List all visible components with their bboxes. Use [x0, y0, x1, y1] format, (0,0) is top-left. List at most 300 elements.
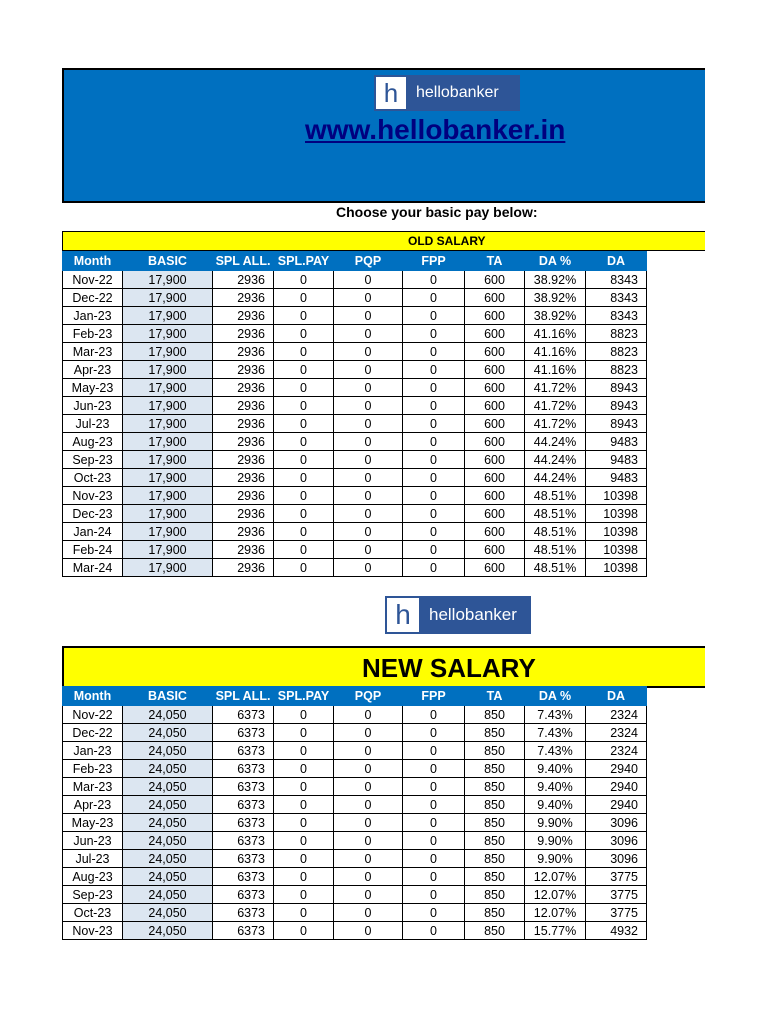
ta-cell: 600: [465, 361, 525, 379]
column-header-spl-all: SPL ALL.: [213, 252, 274, 271]
table-row: [63, 760, 647, 778]
da-cell: 10398: [586, 541, 647, 559]
basic-cell[interactable]: 17,900: [123, 397, 213, 415]
pqp-cell: 0: [334, 451, 403, 469]
spl-all-cell: 2936: [213, 415, 274, 433]
pqp-cell: 0: [334, 397, 403, 415]
month-cell: Feb-24: [63, 541, 123, 559]
da-cell: 2324: [586, 724, 647, 742]
month-cell: Aug-23: [63, 868, 123, 886]
column-header-month: Month: [63, 252, 123, 271]
da-cell: 8823: [586, 361, 647, 379]
spl-all-cell: 2936: [213, 523, 274, 541]
month-cell: Apr-23: [63, 361, 123, 379]
month-cell: May-23: [63, 379, 123, 397]
spl-all-cell: 2936: [213, 397, 274, 415]
old-salary-table: [62, 251, 647, 577]
basic-cell[interactable]: 24,050: [123, 814, 213, 832]
basic-cell[interactable]: 17,900: [123, 343, 213, 361]
pqp-cell: 0: [334, 487, 403, 505]
spl-pay-cell: 0: [274, 724, 334, 742]
spl-all-cell: 6373: [213, 886, 274, 904]
ta-cell: 850: [465, 706, 525, 724]
spl-pay-cell: 0: [274, 832, 334, 850]
pqp-cell: 0: [334, 760, 403, 778]
spl-pay-cell: 0: [274, 325, 334, 343]
month-cell: Nov-22: [63, 271, 123, 289]
da-cell: 8343: [586, 271, 647, 289]
column-header-basic: BASIC: [123, 687, 213, 706]
hellobanker-logo-secondary: [385, 596, 531, 634]
pqp-cell: 0: [334, 868, 403, 886]
spl-pay-cell: 0: [274, 451, 334, 469]
month-cell: May-23: [63, 814, 123, 832]
spl-pay-cell: 0: [274, 307, 334, 325]
column-header-fpp: FPP: [403, 687, 465, 706]
spl-pay-cell: 0: [274, 289, 334, 307]
da-percent-cell: 48.51%: [525, 559, 586, 577]
spl-pay-cell: 0: [274, 778, 334, 796]
basic-cell[interactable]: 17,900: [123, 307, 213, 325]
spl-pay-cell: 0: [274, 271, 334, 289]
table-row: [63, 271, 647, 289]
ta-cell: 600: [465, 469, 525, 487]
basic-cell[interactable]: 17,900: [123, 289, 213, 307]
da-cell: 8823: [586, 325, 647, 343]
basic-cell[interactable]: 17,900: [123, 379, 213, 397]
da-percent-cell: 44.24%: [525, 469, 586, 487]
table-row: [63, 724, 647, 742]
spl-pay-cell: 0: [274, 760, 334, 778]
fpp-cell: 0: [403, 904, 465, 922]
basic-cell[interactable]: 24,050: [123, 742, 213, 760]
da-percent-cell: 44.24%: [525, 451, 586, 469]
new-salary-table: [62, 686, 647, 940]
da-cell: 8943: [586, 415, 647, 433]
basic-cell[interactable]: 24,050: [123, 904, 213, 922]
column-header-spl-all: SPL ALL.: [213, 687, 274, 706]
da-cell: 3775: [586, 904, 647, 922]
spl-pay-cell: 0: [274, 415, 334, 433]
spl-pay-cell: 0: [274, 796, 334, 814]
month-cell: Sep-23: [63, 451, 123, 469]
pqp-cell: 0: [334, 541, 403, 559]
column-header-da: DA: [586, 687, 647, 706]
spl-all-cell: 2936: [213, 451, 274, 469]
fpp-cell: 0: [403, 451, 465, 469]
basic-cell[interactable]: 17,900: [123, 559, 213, 577]
table-row: [63, 778, 647, 796]
pqp-cell: 0: [334, 523, 403, 541]
basic-cell[interactable]: 24,050: [123, 886, 213, 904]
table-row: [63, 541, 647, 559]
da-percent-cell: 7.43%: [525, 742, 586, 760]
basic-cell[interactable]: 24,050: [123, 778, 213, 796]
spl-all-cell: 6373: [213, 778, 274, 796]
spl-all-cell: 2936: [213, 343, 274, 361]
ta-cell: 850: [465, 814, 525, 832]
table-row: [63, 433, 647, 451]
da-cell: 8823: [586, 343, 647, 361]
month-cell: Oct-23: [63, 904, 123, 922]
da-percent-cell: 7.43%: [525, 706, 586, 724]
month-cell: Apr-23: [63, 796, 123, 814]
column-header-ta: TA: [465, 252, 525, 271]
spl-all-cell: 6373: [213, 796, 274, 814]
da-percent-cell: 12.07%: [525, 904, 586, 922]
da-cell: 8343: [586, 307, 647, 325]
spl-pay-cell: 0: [274, 505, 334, 523]
new-salary-body: [63, 706, 647, 940]
spl-all-cell: 6373: [213, 868, 274, 886]
da-cell: 10398: [586, 559, 647, 577]
pqp-cell: 0: [334, 850, 403, 868]
old-salary-title: OLD SALARY: [408, 234, 486, 248]
old-salary-header-row: [63, 252, 647, 271]
fpp-cell: 0: [403, 415, 465, 433]
pqp-cell: 0: [334, 379, 403, 397]
ta-cell: 600: [465, 343, 525, 361]
spl-pay-cell: 0: [274, 742, 334, 760]
month-cell: Sep-23: [63, 886, 123, 904]
fpp-cell: 0: [403, 760, 465, 778]
fpp-cell: 0: [403, 814, 465, 832]
spl-pay-cell: 0: [274, 922, 334, 940]
month-cell: Mar-23: [63, 343, 123, 361]
fpp-cell: 0: [403, 469, 465, 487]
da-cell: 8943: [586, 379, 647, 397]
spl-all-cell: 2936: [213, 469, 274, 487]
fpp-cell: 0: [403, 379, 465, 397]
basic-cell[interactable]: 24,050: [123, 724, 213, 742]
column-header-pqp: PQP: [334, 252, 403, 271]
month-cell: Jan-24: [63, 523, 123, 541]
table-row: [63, 325, 647, 343]
da-cell: 10398: [586, 505, 647, 523]
ta-cell: 600: [465, 289, 525, 307]
basic-cell[interactable]: 24,050: [123, 850, 213, 868]
spl-pay-cell: 0: [274, 904, 334, 922]
fpp-cell: 0: [403, 742, 465, 760]
da-percent-cell: 9.90%: [525, 850, 586, 868]
month-cell: Nov-23: [63, 487, 123, 505]
spl-pay-cell: 0: [274, 541, 334, 559]
da-percent-cell: 9.40%: [525, 778, 586, 796]
ta-cell: 600: [465, 415, 525, 433]
ta-cell: 850: [465, 760, 525, 778]
da-cell: 2940: [586, 778, 647, 796]
month-cell: Dec-22: [63, 289, 123, 307]
da-percent-cell: 15.77%: [525, 922, 586, 940]
month-cell: Jan-23: [63, 742, 123, 760]
spl-pay-cell: 0: [274, 559, 334, 577]
pqp-cell: 0: [334, 289, 403, 307]
fpp-cell: 0: [403, 886, 465, 904]
pqp-cell: 0: [334, 724, 403, 742]
da-cell: 3096: [586, 832, 647, 850]
fpp-cell: 0: [403, 307, 465, 325]
spl-pay-cell: 0: [274, 379, 334, 397]
basic-cell[interactable]: 17,900: [123, 487, 213, 505]
spl-all-cell: 6373: [213, 904, 274, 922]
spl-pay-cell: 0: [274, 523, 334, 541]
month-cell: Nov-22: [63, 706, 123, 724]
old-salary-body: [63, 271, 647, 577]
spl-all-cell: 6373: [213, 724, 274, 742]
spl-all-cell: 6373: [213, 850, 274, 868]
da-cell: 10398: [586, 523, 647, 541]
fpp-cell: 0: [403, 433, 465, 451]
basic-cell[interactable]: 17,900: [123, 541, 213, 559]
table-row: [63, 706, 647, 724]
fpp-cell: 0: [403, 325, 465, 343]
pqp-cell: 0: [334, 904, 403, 922]
fpp-cell: 0: [403, 868, 465, 886]
da-cell: 3775: [586, 886, 647, 904]
table-row: [63, 397, 647, 415]
spl-all-cell: 2936: [213, 379, 274, 397]
pqp-cell: 0: [334, 559, 403, 577]
basic-cell[interactable]: 17,900: [123, 433, 213, 451]
basic-cell[interactable]: 17,900: [123, 325, 213, 343]
month-cell: Dec-22: [63, 724, 123, 742]
da-cell: 8943: [586, 397, 647, 415]
fpp-cell: 0: [403, 850, 465, 868]
da-percent-cell: 9.90%: [525, 832, 586, 850]
ta-cell: 850: [465, 742, 525, 760]
spl-pay-cell: 0: [274, 397, 334, 415]
da-percent-cell: 48.51%: [525, 541, 586, 559]
basic-cell[interactable]: 24,050: [123, 796, 213, 814]
da-percent-cell: 38.92%: [525, 307, 586, 325]
pqp-cell: 0: [334, 361, 403, 379]
column-header-da-percent: DA %: [525, 252, 586, 271]
basic-cell[interactable]: 17,900: [123, 505, 213, 523]
da-percent-cell: 41.16%: [525, 343, 586, 361]
pqp-cell: 0: [334, 469, 403, 487]
ta-cell: 600: [465, 451, 525, 469]
fpp-cell: 0: [403, 922, 465, 940]
da-cell: 8343: [586, 289, 647, 307]
ta-cell: 600: [465, 559, 525, 577]
logo-letter: h: [376, 77, 408, 109]
hellobanker-logo: [374, 75, 520, 111]
ta-cell: 600: [465, 379, 525, 397]
basic-cell[interactable]: 24,050: [123, 760, 213, 778]
ta-cell: 850: [465, 904, 525, 922]
basic-cell[interactable]: 24,050: [123, 832, 213, 850]
spl-all-cell: 2936: [213, 289, 274, 307]
ta-cell: 850: [465, 886, 525, 904]
spl-all-cell: 2936: [213, 361, 274, 379]
da-cell: 2940: [586, 760, 647, 778]
da-cell: 3775: [586, 868, 647, 886]
new-salary-title-bar: [62, 646, 705, 688]
da-cell: 10398: [586, 487, 647, 505]
logo-text: hellobanker: [408, 77, 518, 109]
da-cell: 2940: [586, 796, 647, 814]
month-cell: Feb-23: [63, 760, 123, 778]
spl-all-cell: 2936: [213, 271, 274, 289]
table-row: [63, 289, 647, 307]
fpp-cell: 0: [403, 541, 465, 559]
fpp-cell: 0: [403, 832, 465, 850]
pqp-cell: 0: [334, 796, 403, 814]
da-percent-cell: 41.16%: [525, 361, 586, 379]
da-percent-cell: 41.72%: [525, 397, 586, 415]
spl-pay-cell: 0: [274, 343, 334, 361]
da-cell: 9483: [586, 469, 647, 487]
table-row: [63, 796, 647, 814]
month-cell: Jul-23: [63, 415, 123, 433]
da-percent-cell: 48.51%: [525, 523, 586, 541]
month-cell: Mar-23: [63, 778, 123, 796]
column-header-da: DA: [586, 252, 647, 271]
da-percent-cell: 48.51%: [525, 505, 586, 523]
fpp-cell: 0: [403, 559, 465, 577]
fpp-cell: 0: [403, 796, 465, 814]
table-row: [63, 523, 647, 541]
new-salary-title: NEW SALARY: [362, 653, 536, 683]
pqp-cell: 0: [334, 742, 403, 760]
fpp-cell: 0: [403, 724, 465, 742]
pqp-cell: 0: [334, 415, 403, 433]
fpp-cell: 0: [403, 289, 465, 307]
ta-cell: 600: [465, 487, 525, 505]
spl-all-cell: 2936: [213, 559, 274, 577]
column-header-fpp: FPP: [403, 252, 465, 271]
table-row: [63, 559, 647, 577]
ta-cell: 600: [465, 433, 525, 451]
table-row: [63, 868, 647, 886]
table-row: [63, 904, 647, 922]
spl-all-cell: 6373: [213, 742, 274, 760]
da-percent-cell: 9.40%: [525, 796, 586, 814]
spl-all-cell: 2936: [213, 541, 274, 559]
da-cell: 2324: [586, 706, 647, 724]
month-cell: Mar-24: [63, 559, 123, 577]
ta-cell: 600: [465, 325, 525, 343]
da-percent-cell: 44.24%: [525, 433, 586, 451]
da-percent-cell: 7.43%: [525, 724, 586, 742]
ta-cell: 600: [465, 271, 525, 289]
spl-pay-cell: 0: [274, 868, 334, 886]
spl-all-cell: 2936: [213, 325, 274, 343]
table-row: [63, 505, 647, 523]
column-header-pqp: PQP: [334, 687, 403, 706]
basic-cell[interactable]: 17,900: [123, 415, 213, 433]
pqp-cell: 0: [334, 706, 403, 724]
table-row: [63, 922, 647, 940]
spl-pay-cell: 0: [274, 361, 334, 379]
spl-pay-cell: 0: [274, 814, 334, 832]
basic-cell[interactable]: 24,050: [123, 922, 213, 940]
basic-cell[interactable]: 24,050: [123, 868, 213, 886]
table-row: [63, 742, 647, 760]
logo-letter: h: [387, 598, 421, 632]
month-cell: Oct-23: [63, 469, 123, 487]
spl-pay-cell: 0: [274, 886, 334, 904]
spl-pay-cell: 0: [274, 469, 334, 487]
ta-cell: 850: [465, 778, 525, 796]
table-row: [63, 832, 647, 850]
basic-pay-instruction: Choose your basic pay below:: [336, 204, 538, 220]
da-percent-cell: 41.72%: [525, 379, 586, 397]
column-header-month: Month: [63, 687, 123, 706]
da-cell: 3096: [586, 850, 647, 868]
basic-cell[interactable]: 17,900: [123, 271, 213, 289]
basic-cell[interactable]: 17,900: [123, 469, 213, 487]
month-cell: Dec-23: [63, 505, 123, 523]
table-row: [63, 361, 647, 379]
ta-cell: 850: [465, 724, 525, 742]
month-cell: Jan-23: [63, 307, 123, 325]
website-link[interactable]: www.hellobanker.in: [305, 114, 566, 145]
pqp-cell: 0: [334, 343, 403, 361]
spl-all-cell: 2936: [213, 307, 274, 325]
logo-text: hellobanker: [421, 598, 529, 632]
fpp-cell: 0: [403, 361, 465, 379]
spl-all-cell: 2936: [213, 433, 274, 451]
da-percent-cell: 41.16%: [525, 325, 586, 343]
spl-all-cell: 6373: [213, 922, 274, 940]
ta-cell: 850: [465, 868, 525, 886]
ta-cell: 600: [465, 523, 525, 541]
pqp-cell: 0: [334, 433, 403, 451]
ta-cell: 600: [465, 397, 525, 415]
spl-all-cell: 6373: [213, 760, 274, 778]
da-percent-cell: 12.07%: [525, 886, 586, 904]
da-cell: 9483: [586, 433, 647, 451]
column-header-spl-pay: SPL.PAY: [274, 687, 334, 706]
ta-cell: 600: [465, 307, 525, 325]
spl-pay-cell: 0: [274, 433, 334, 451]
pqp-cell: 0: [334, 922, 403, 940]
da-percent-cell: 41.72%: [525, 415, 586, 433]
spl-pay-cell: 0: [274, 487, 334, 505]
da-percent-cell: 9.90%: [525, 814, 586, 832]
table-row: [63, 469, 647, 487]
table-row: [63, 343, 647, 361]
basic-cell[interactable]: 17,900: [123, 523, 213, 541]
pqp-cell: 0: [334, 832, 403, 850]
old-salary-title-bar: [62, 231, 705, 251]
ta-cell: 850: [465, 832, 525, 850]
da-percent-cell: 38.92%: [525, 271, 586, 289]
table-row: [63, 307, 647, 325]
pqp-cell: 0: [334, 505, 403, 523]
pqp-cell: 0: [334, 778, 403, 796]
ta-cell: 850: [465, 796, 525, 814]
spl-all-cell: 2936: [213, 505, 274, 523]
fpp-cell: 0: [403, 523, 465, 541]
basic-cell[interactable]: 17,900: [123, 451, 213, 469]
column-header-spl-pay: SPL.PAY: [274, 252, 334, 271]
column-header-ta: TA: [465, 687, 525, 706]
basic-cell[interactable]: 24,050: [123, 706, 213, 724]
fpp-cell: 0: [403, 706, 465, 724]
month-cell: Feb-23: [63, 325, 123, 343]
da-cell: 3096: [586, 814, 647, 832]
pqp-cell: 0: [334, 271, 403, 289]
ta-cell: 850: [465, 850, 525, 868]
month-cell: Nov-23: [63, 922, 123, 940]
fpp-cell: 0: [403, 343, 465, 361]
month-cell: Jun-23: [63, 832, 123, 850]
table-row: [63, 850, 647, 868]
ta-cell: 850: [465, 922, 525, 940]
basic-cell[interactable]: 17,900: [123, 361, 213, 379]
